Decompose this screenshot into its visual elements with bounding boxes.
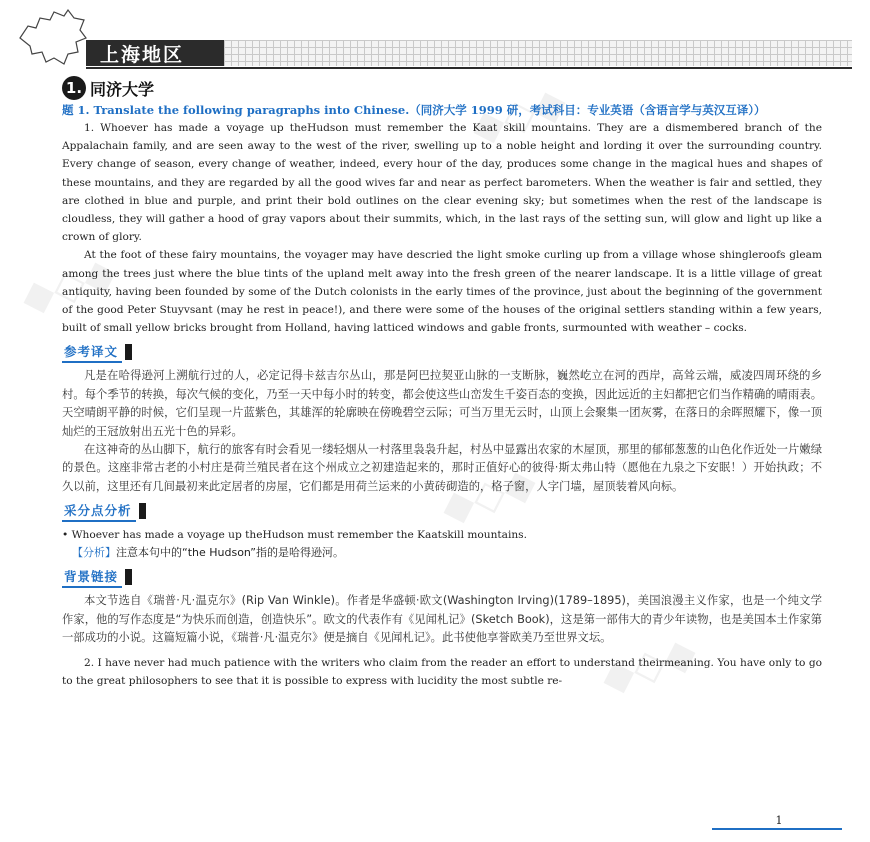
translation-paragraph-2: 在这神奇的丛山脚下，航行的旅客有时会看见一缕轻烟从一村落里袅袅升起，村丛中显露出农家的木屋顶，那里的郁郁葱葱的山色化作近处一片嫩绿的景色。这座非常古老的小村庄是荷兰殖民者在这个州成立之初建造起来的，那时正值好心的彼得·斯太弗山特（愿他在九泉之下安眠！）开始执政；不久以前，这里还有几间最初来此定居者的房屋，它们都是用荷兰运来的小黄砖砌造的，格子窗，人字门墙，屋顶装着风向标。 (62, 443, 822, 493)
main-content (62, 102, 822, 690)
reference-translation-heading (62, 341, 132, 363)
background-heading (62, 566, 132, 588)
tag-marker (125, 344, 132, 360)
translation-paragraph-1: 凡是在哈得逊河上溯航行过的人，必定记得卡兹吉尔丛山，那是阿巴拉契亚山脉的一支断脉，巍然屹立在河的西岸，高耸云端，威凌四周环绕的乡村。每个季节的转换，每次气候的变化，乃至一天中每小时的转变，都会使这些山峦发生千姿百态的变换，因此远近的主妇都把它们当作精确的晴雨表。天空晴朗平静的时候，它们呈现一片蓝紫色，其雄浑的轮廓映在傍晚碧空云际；可当万里无云时，山顶上会聚集一团灰雾，在落日的余晖照耀下，像一顶灿烂的王冠放射出五光十色的异彩。 (62, 369, 822, 438)
watermark-logo: ◆◇◆ (464, 76, 573, 153)
question-title: 题 1. Translate the following paragraphs into Chinese.（同济大学 1999 研，考试科目：专业英语（含语言学与英汉互译）） (62, 103, 766, 117)
tag-marker (125, 569, 132, 585)
background-paragraph: 本文节选自《瑞普·凡·温克尔》(Rip Van Winkle)。作者是华盛顿·欧文(Washington Irving)(1789–1895)，美国浪漫主义作家，也是一个纯文学作家，他的写作态度是“为快乐而创造，创造快乐”。欧文的代表作有《见闻札记》(Sketch Book)，这是第一部伟大的青少年读物，也是美国本土作家第一部成功的小说。这篇短篇小说，《瑞普·凡·温克尔》便是摘自《见闻札记》。此书使他享誉欧美乃至世界文坛。 (62, 594, 822, 645)
page-number-rule (712, 828, 842, 830)
tag-marker (139, 503, 146, 519)
watermark-logo: ◆◇◆ (594, 626, 703, 703)
question-paragraph-1: 1. Whoever has made a voyage up theHudson must remember the Kaat skill mountains. They are a dismembered branch of the Appalachain family, and are seen away to the west of the river, swelling up to a noble height and lording it over the surrounding country. Every change of season, every change of weather, indeed, every hour of the day, produces some change in the magical hues and shapes of these mountains, and they are regarded by all the good wives far and near as perfect barometers. When the weather is fair and settled, they are clothed in blue and purple, and print their bold outlines on the clear evening sky; but sometimes when the rest of the landscape is cloudless, they will gather a hood of gray vapors about their summits, which, in the last rays of the setting sun, will glow and light up like a crown of glory. (62, 122, 822, 244)
analysis-text: 注意本句中的“the Hudson”指的是哈得逊河。 (116, 546, 345, 560)
region-title: 上海地区 (86, 40, 224, 66)
section-label: 同济大学 (90, 79, 155, 99)
header-grid-decoration (224, 40, 852, 66)
tag-label: 参考译文 (62, 341, 122, 363)
tag-label: 采分点分析 (62, 500, 136, 522)
next-question-paragraph: 2. I have never had much patience with the writers who claim from the reader an effort to understand theirmeaning. You have only to go to the great philosophers to see that it is possible to express with lucidity the most subtle re- (62, 656, 822, 687)
watermark-logo: ◆◇◆ (434, 456, 543, 533)
scoring-bullet: • Whoever has made a voyage up theHudson must remember the Kaatskill mountains. (62, 529, 527, 542)
map-outline-icon (14, 8, 92, 66)
tag-label: 背景链接 (62, 566, 122, 588)
header-rule (86, 67, 852, 69)
analysis-line (72, 544, 822, 562)
page-number: 1 (775, 814, 783, 827)
watermark-logo: ◆◇◆ (14, 246, 123, 323)
question-paragraph-2: At the foot of these fairy mountains, the voyager may have descried the light smoke curling up from a village whose shingleroofs gleam among the trees just where the blue tints of the upland melt away into the fresh green of the nearer landscape. It is a little village of great antiquity, having been founded by some of the Dutch colonists in the early times of the province, just about the beginning of the government of the good Peter Stuyvsant (may he rest in peace!), and there were some of the houses of the original settlers standing within a few years, built of small yellow bricks brought from Holland, having latticed windows and gable fronts, surmounted with weather – cocks. (62, 249, 822, 335)
section-number: 1. (62, 76, 86, 100)
section-heading (62, 76, 154, 100)
analysis-label: 【分析】 (72, 546, 116, 560)
scoring-analysis-heading (62, 500, 146, 522)
